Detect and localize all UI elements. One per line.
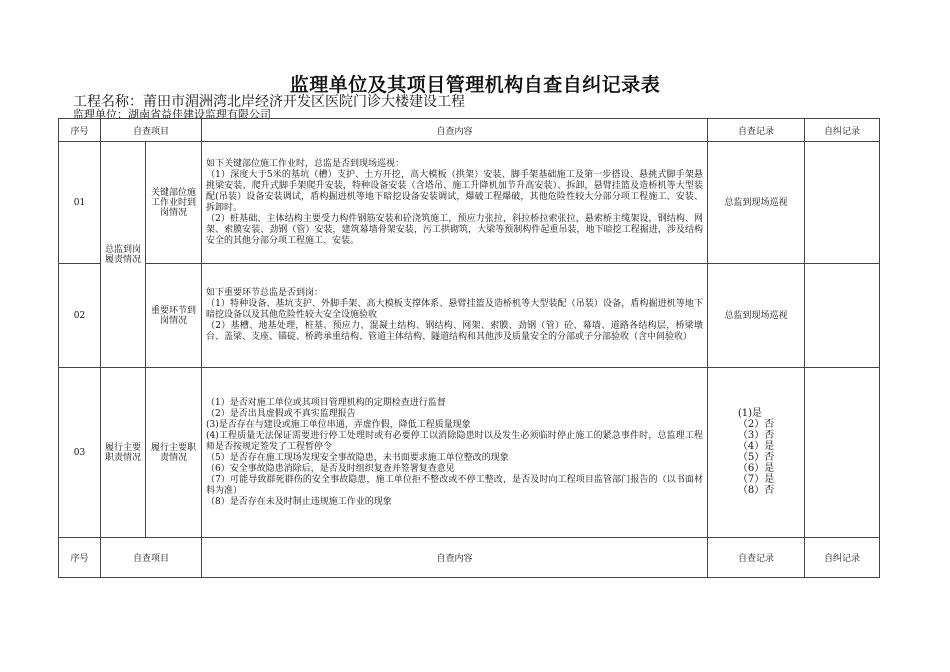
table-footer-header-row	[59, 538, 880, 578]
table-header-row	[59, 119, 880, 142]
content-line: （1）特种设备、基坑支护、外脚手架、高大模板支撑体系、悬臂挂篮及造桥机等大型装配（吊装）设备，盾构掘进机等地下暗挖设备以及其他危险性较大安全设施验收	[206, 299, 704, 320]
content-line: 如下重要环节总监是否到岗：	[206, 288, 324, 298]
correction-cell[interactable]	[805, 368, 880, 538]
self-inspection-table	[58, 118, 880, 578]
content-line: （8）是否存在未及时制止违规施工作业的现象	[206, 496, 392, 507]
content-line: （2）是否出具虚假或不真实监理报告	[206, 408, 356, 419]
row-seq: 02	[59, 264, 101, 368]
footer-content: 自查内容	[202, 538, 708, 578]
content-line: 如下关键部位施工作业时，总监是否到现场巡视：	[206, 158, 405, 169]
content-line: (3)是否存在与建设或施工单位串通，弄虚作假，降低工程质量现象	[206, 419, 471, 430]
record-answer: （6）是	[737, 462, 775, 474]
content-line: （2）基槽、地基处理，桩基、预应力、混凝土结构、钢结构、网架、索膜、劲钢（管）砼、幕墙、道路各结构层，桥梁墩台、盖梁、支座、锚碇、桥跨承重结构、管道主体结构、隧道结构和其他涉及质量安全的分部或子分部验收（含中间验收）	[206, 321, 704, 342]
table-row	[59, 264, 880, 368]
header-seq: 序号	[59, 119, 101, 142]
group-label: 履行主要职责情况	[101, 368, 146, 538]
record-answer: （7）是	[737, 473, 775, 485]
record-answer: （8）否	[737, 484, 775, 496]
content-line: （1）是否对施工单位或其项目管理机构的定期检查进行监督	[206, 397, 446, 408]
record-answer-list	[738, 408, 774, 496]
content-line: （2）桩基础、主体结构主要受力构件钢筋安装和砼浇筑施工，预应力张拉，斜拉桥拉索张拉，悬索桥主缆架设，钢结构、网架、索膜安装、劲钢（管）安装，建筑幕墙骨架安装，污工拱砌筑，大梁等预制构件起重吊装，地下暗挖工程掘进，涉及结构安全的其他分部分项工程施工、安装。	[206, 213, 704, 246]
record-answer: （2）否	[737, 418, 775, 430]
content-cell	[202, 264, 708, 368]
correction-cell[interactable]	[805, 142, 880, 264]
record-cell	[708, 368, 805, 538]
record-answer: （3）否	[737, 429, 775, 441]
footer-correction: 自纠记录	[805, 538, 880, 578]
content-cell	[202, 368, 708, 538]
header-content: 自查内容	[202, 119, 708, 142]
sub-item: 关键部位施工作业时到岗情况	[146, 142, 202, 264]
record-cell: 总监到现场巡视	[708, 142, 805, 264]
supervision-unit: 监理单位：湖南省益佳建设监理有限公司	[73, 108, 271, 121]
record-cell: 总监到现场巡视	[708, 264, 805, 368]
content-cell	[202, 142, 708, 264]
content-line: （1）深度大于5米的基坑（槽）支护、土方开挖，高大模板（拱架）安装、脚手架基础施工及第一步搭设、悬挑式脚手架悬挑梁安装、爬升式脚手架爬升安装，特种设备安装（含塔吊、施工升降机加节升高安装）、拆卸，悬臂挂篮及造桥机等大型装配(吊装）设备安装调试，盾构掘进机等地下暗挖设备安装调试，爆破工程爆破，其他危险性较大分部分项工程施工、安装、拆卸时。	[206, 169, 704, 213]
header-correction: 自纠记录	[805, 119, 880, 142]
table-row	[59, 368, 880, 538]
header-record: 自查记录	[708, 119, 805, 142]
sub-item: 重要环节到岗情况	[146, 264, 202, 368]
record-answer: (1)是	[737, 407, 762, 419]
record-answer: （5）否	[737, 451, 775, 463]
footer-item: 自查项目	[101, 538, 202, 578]
project-name: 工程名称：莆田市湄洲湾北岸经济开发区医院门诊大楼建设工程	[73, 94, 465, 110]
content-line: （7）可能导致群死群伤的安全事故隐患，施工单位拒不整改或不停工整改，是否及时向工程项目监管部门报告的（以书面材料为准）	[206, 474, 704, 496]
group-label: 总监到岗履责情况	[101, 142, 146, 368]
header-item: 自查项目	[101, 119, 202, 142]
content-line: （6）安全事故隐患消除后，是否及时组织复查并签署复查意见	[206, 463, 455, 474]
footer-record: 自查记录	[708, 538, 805, 578]
row-seq: 01	[59, 142, 101, 264]
content-line: （5）是否存在施工现场发现安全事故隐患，未书面要求施工单位整改的现象	[206, 452, 509, 463]
sub-item: 履行主要职责情况	[146, 368, 202, 538]
content-line: (4)工程质量无法保证需要进行停工处理时或有必要停工以消除隐患时以及发生必须临时停止施工的紧急事件时，总监理工程师是否按规定签发了工程暂停令	[206, 430, 704, 452]
correction-cell[interactable]	[805, 264, 880, 368]
form-title: 监理单位及其项目管理机构自查自纠记录表	[289, 74, 661, 96]
footer-seq: 序号	[59, 538, 101, 578]
table-row	[59, 142, 880, 264]
row-seq: 03	[59, 368, 101, 538]
record-answer: （4）是	[737, 440, 775, 452]
